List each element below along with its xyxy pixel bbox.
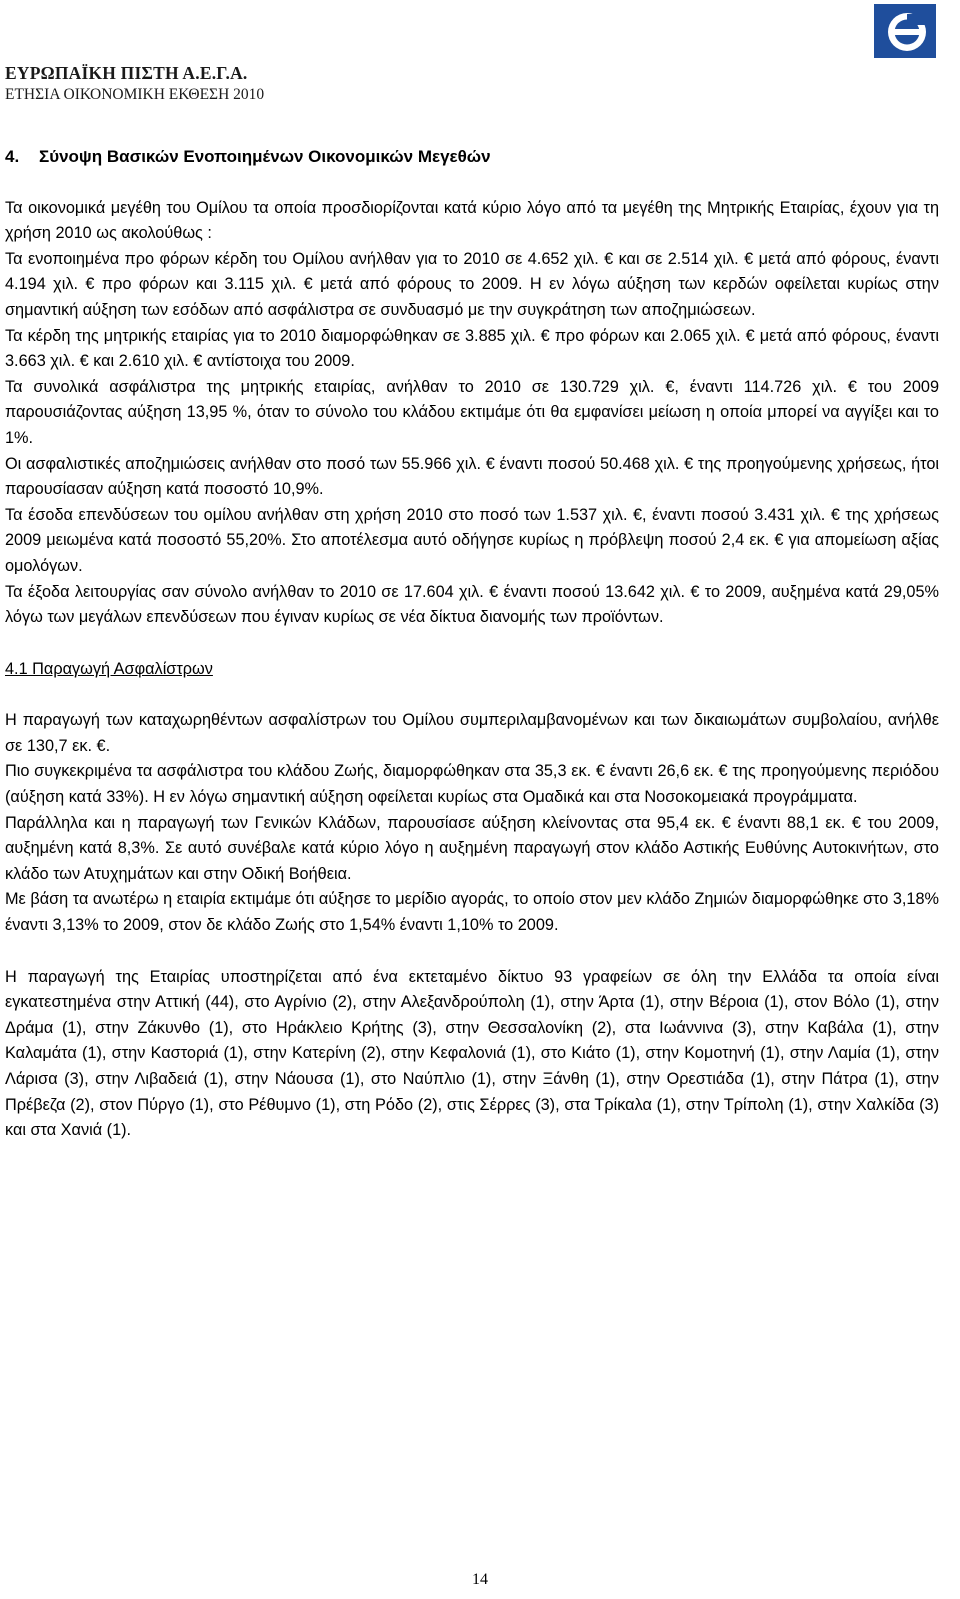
paragraph: Πιο συγκεκριμένα τα ασφάλιστρα του κλάδου Ζωής, διαμορφώθηκαν στα 35,3 εκ. € έναντι 26,6 εκ. € της προηγούμενης περιόδου (αύξηση κατά 33%). Η εν λόγω σημαντική αύξηση οφείλεται κυρίως στα Ομαδικά και στα Νοσοκομειακά προγράμματα. (5, 762, 939, 807)
paragraph: Παράλληλα και η παραγωγή των Γενικών Κλάδων, παρουσίασε αύξηση κλείνοντας στα 95,4 εκ. € έναντι 88,1 εκ. € του 2009, αυξημένη κατά 8,3%. Σε αυτό συνέβαλε κατά κύριο λόγο η αυξημένη παραγωγή στον κλάδο Αστικής Ευθύνης Αυτοκινήτων, στο κλάδο των Ατυχημάτων και στην Οδική Βοήθεια. (5, 813, 939, 883)
subsection-heading: 4.1 Παραγωγή Ασφαλίστρων (5, 659, 213, 678)
paragraph: Τα έσοδα επενδύσεων του ομίλου ανήλθαν στη χρήση 2010 στο ποσό των 1.537 χιλ. €, έναντι ποσού 3.431 χιλ. € της χρήσεως 2009 μειωμένα κατά ποσοστό 55,20%. Στο αποτέλεσμα αυτό οδήγησε κυρίως η πρόβλεψη ποσού 2,4 εκ. € για απομείωση αξίας ομολόγων. (5, 505, 939, 575)
document-header (5, 62, 264, 105)
paragraph: Η παραγωγή των καταχωρηθέντων ασφαλίστρων του Ομίλου συμπεριλαμβανομένων και των δικαιωμάτων συμβολαίου, ανήλθε σε 130,7 εκ. €. (5, 711, 939, 755)
paragraph: Οι ασφαλιστικές αποζημιώσεις ανήλθαν στο ποσό των 55.966 χιλ. € έναντι ποσού 50.468 χιλ. € της προηγούμενης χρήσεως, ήτοι παρουσίασαν αύξηση κατά ποσοστό 10,9%. (5, 454, 939, 499)
report-title: ΕΤΗΣΙΑ ΟΙΚΟΝΟΜΙΚΗ ΕΚΘΕΣΗ 2010 (5, 86, 265, 103)
paragraph: Τα οικονομικά μεγέθη του Ομίλου τα οποία προσδιορίζονται κατά κύριο λόγο από τα μεγέθη της Μητρικής Εταιρίας, έχουν για τη χρήση 2010 ως ακολούθως : (5, 198, 939, 243)
document-body (5, 144, 939, 1144)
paragraph: Τα ενοποιημένα προ φόρων κέρδη του Ομίλου ανήλθαν για το 2010 σε 4.652 χιλ. € και σε 2.514 χιλ. € μετά από φόρους, έναντι 4.194 χιλ. € προ φόρων και 3.115 χιλ. € μετά από φόρους το 2009. Η εν λόγω αύξηση των κερδών οφείλεται κυρίως στην σημαντική αύξηση των εσόδων από ασφάλιστρα σε συνδυασμό με την συγκράτηση των αποζημιώσεων. (5, 249, 939, 319)
company-logo-icon (874, 4, 936, 58)
section-heading (5, 144, 939, 170)
paragraph: Τα συνολικά ασφάλιστρα της μητρικής εταιρίας, ανήλθαν το 2010 σε 130.729 χιλ. €, έναντι 114.726 χιλ. € του 2009 παρουσιάζοντας αύξηση 13,95 %, όταν το σύνολο του κλάδου εκτιμάμε ότι θα εμφανίσει μείωση η οποία μπορεί να αγγίξει και το 1%. (5, 377, 939, 447)
paragraph-spacer (5, 939, 939, 965)
section-title: Σύνοψη Βασικών Ενοποιημένων Οικονομικών Μεγεθών (39, 147, 491, 166)
section-number: 4. (5, 147, 20, 166)
paragraph: Με βάση τα ανωτέρω η εταιρία εκτιμάμε ότι αύξησε το μερίδιο αγοράς, το οποίο στον μεν κλάδο Ζημιών διαμορφώθηκε στο 3,18% έναντι 3,13% το 2009, στον δε κλάδο Ζωής στο 1,54% έναντι 1,10% το 2009. (5, 890, 939, 935)
company-name: ΕΥΡΩΠΑΪΚΗ ΠΙΣΤΗ Α.Ε.Γ.Α. (5, 63, 248, 83)
paragraph: Τα έξοδα λειτουργίας σαν σύνολο ανήλθαν το 2010 σε 17.604 χιλ. € έναντι ποσού 13.642 χιλ. € το 2009, αυξημένα κατά 29,05% λόγω των μεγάλων επενδύσεων που έγιναν κυρίως σε νέα δίκτυα διανομής των προϊόντων. (5, 582, 939, 627)
paragraph: Η παραγωγή της Εταιρίας υποστηρίζεται από ένα εκτεταμένο δίκτυο 93 γραφείων σε όλη την Ελλάδα τα οποία είναι εγκατεστημένα στην Αττική (44), στο Αγρίνιο (2), στην Αλεξανδρούπολη (1), στην Άρτα (1), στην Βέροια (1), στον Βόλο (1), στην Δράμα (1), στην Ζάκυνθο (1), στο Ηράκλειο Κρήτης (3), στην Θεσσαλονίκη (2), στα Ιωάννινα (3), στην Καβάλα (1), στην Καλαμάτα (1), στην Καστοριά (1), στην Κατερίνη (2), στην Κεφαλονιά (1), στο Κιάτο (1), στην Κομοτηνή (1), στην Λαμία (1), στην Λάρισα (3), στην Λιβαδειά (1), στην Νάουσα (1), στο Ναύπλιο (1), στην Ξάνθη (1), στην Ορεστιάδα (1), στην Πάτρα (1), στην Πρέβεζα (2), στον Πύργο (1), στο Ρέθυμνο (1), στη Ρόδο (2), στις Σέρρες (3), στα Τρίκαλα (1), στην Τρίπολη (1), στην Χαλκίδα (3) και στα Χανιά (1). (5, 967, 939, 1140)
page-number: 14 (472, 1571, 488, 1588)
paragraph: Τα κέρδη της μητρικής εταιρίας για το 2010 διαμορφώθηκαν σε 3.885 χιλ. € προ φόρων και 2.065 χιλ. € μετά από φόρους, έναντι 3.663 χιλ. € και 2.610 χιλ. € αντίστοιχα του 2009. (5, 326, 939, 371)
